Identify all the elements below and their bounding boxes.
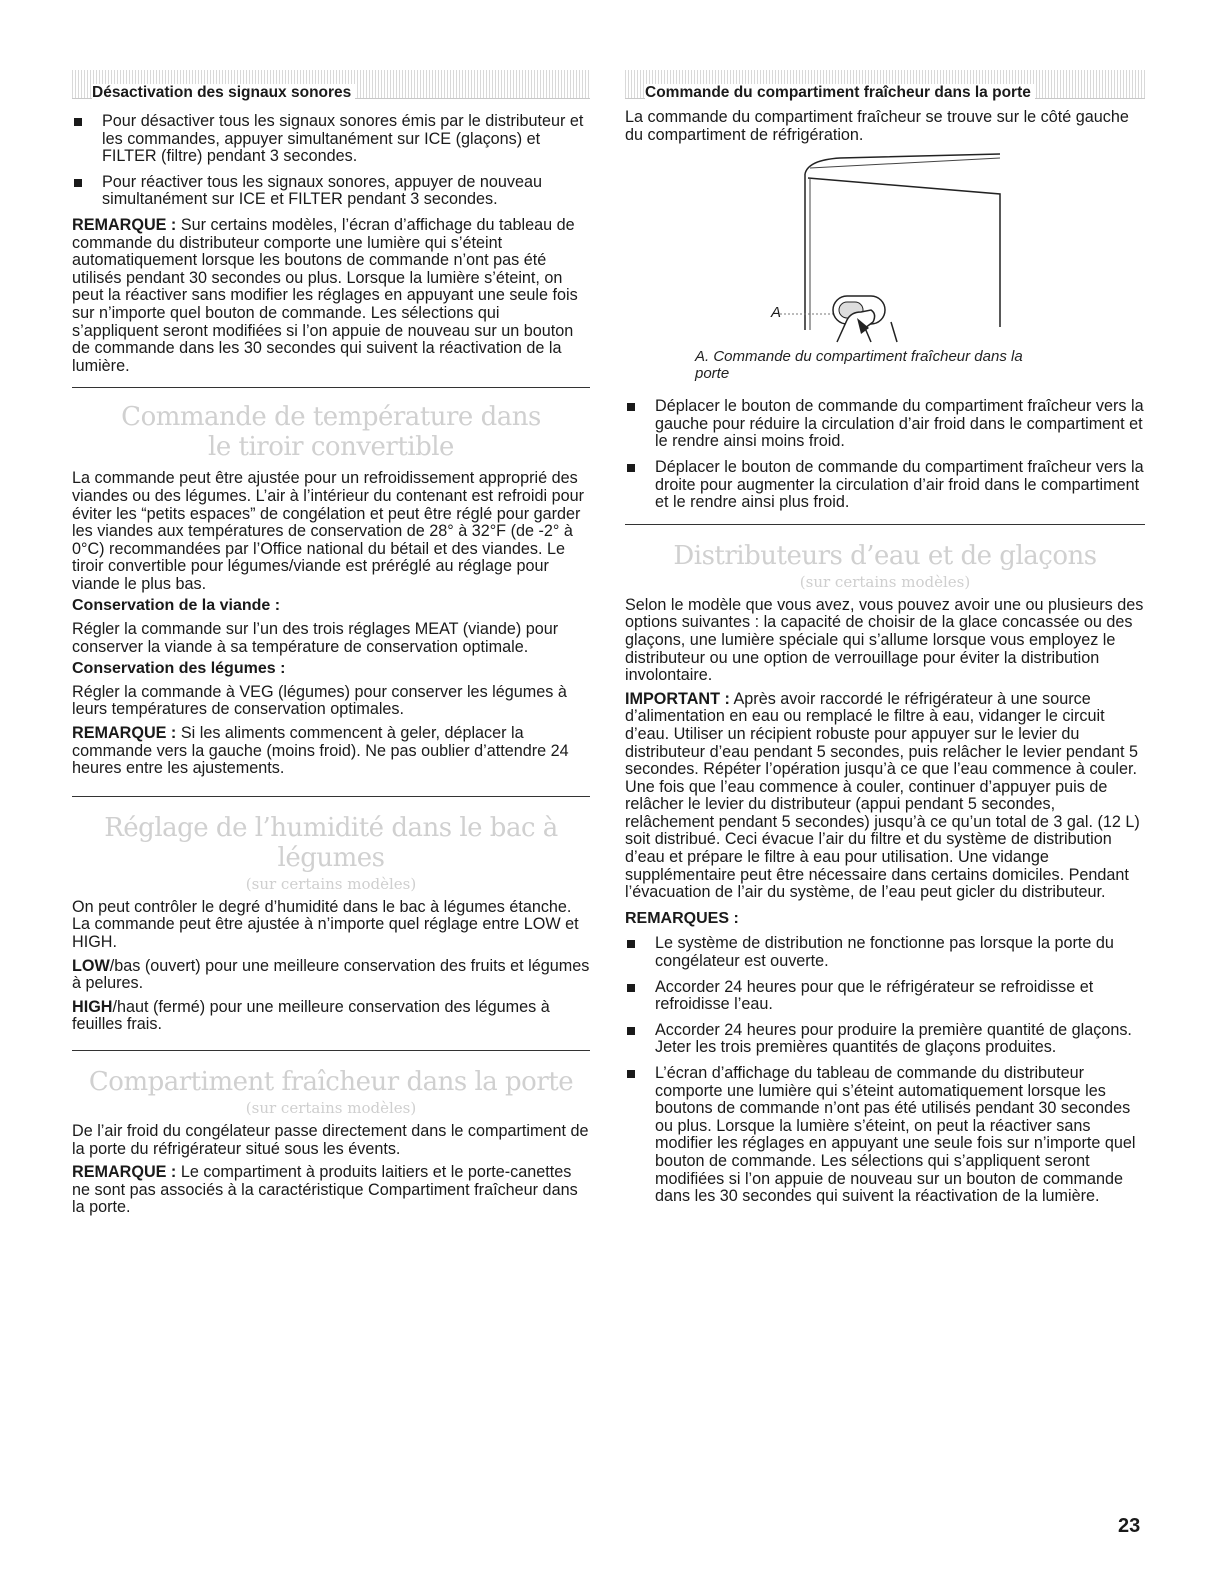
- divider: [72, 1050, 590, 1051]
- list-item: Pour réactiver tous les signaux sonores, appuyer de nouveau simultanément sur ICE et FILTER pendant 3 secondes.: [72, 174, 590, 209]
- figure-door-compartment: [625, 152, 1145, 382]
- subheading: Conservation de la viande :: [72, 597, 281, 615]
- paragraph: Régler la commande sur l’un des trois réglages MEAT (viande) pour conserver la viande à sa température de conservation optimale.: [72, 620, 559, 656]
- section-header-bar: [625, 70, 1145, 99]
- divider: [72, 796, 590, 797]
- bullet-list: [625, 398, 1145, 512]
- list-item: Déplacer le bouton de commande du compartiment fraîcheur vers la gauche pour réduire la circulation d’air froid dans le compartiment et le rendre ainsi moins froid.: [625, 398, 1145, 451]
- list-item: Le système de distribution ne fonctionne pas lorsque la porte du congélateur est ouverte.: [625, 935, 1145, 970]
- section-header-bar: [72, 70, 590, 99]
- section-subtitle: (sur certains modèles): [799, 572, 971, 591]
- bullet-square-icon: [627, 403, 635, 411]
- section-title: Compartiment fraîcheur dans la porte: [88, 1066, 574, 1097]
- list-item: Accorder 24 heures pour produire la première quantité de glaçons. Jeter les trois premières quantités de glaçons produites.: [625, 1022, 1145, 1057]
- paragraph: La commande du compartiment fraîcheur se trouve sur le côté gauche du compartiment de réfrigération.: [625, 108, 1129, 144]
- note-paragraph: REMARQUE : Sur certains modèles, l’écran d’affichage du tableau de commande du distributeur comporte une lumière qui s’éteint automatiquement lorsque les boutons de commande n’ont pas été utilisés pendant 30 secondes ou plus. Lorsque la lumière s’éteint, on peut la réactiver sans modifier les réglages en appuyant une seule fois sur n’importe quel bouton de commande. Les sélections qui s’appliquent seront modifiées si l’on appuie de nouveau sur un bouton de commande dans les 30 secondes qui suivent la réactivation de la lumière.: [72, 215, 578, 375]
- bullet-square-icon: [627, 940, 635, 948]
- bullet-square-icon: [74, 118, 82, 126]
- bullet-square-icon: [74, 179, 82, 187]
- bullet-list: [625, 935, 1145, 1205]
- divider: [625, 524, 1145, 525]
- section-header-title: Commande du compartiment fraîcheur dans la porte: [645, 84, 1035, 102]
- list-item: Déplacer le bouton de commande du compartiment fraîcheur vers la droite pour augmenter la circulation d’air froid dans le compartiment et le rendre ainsi plus froid.: [625, 459, 1145, 512]
- section-title: Commande de température dans le tiroir convertible: [121, 402, 541, 463]
- note-paragraph: REMARQUE : Si les aliments commencent à geler, déplacer la commande vers la gauche (moins froid). Ne pas oublier d’attendre 24 heures entre les ajustements.: [72, 724, 569, 778]
- list-item: Pour désactiver tous les signaux sonores émis par le distributeur et les commandes, appuyer simultanément sur ICE (glaçons) et FILTER (filtre) pendant 3 secondes.: [72, 113, 590, 166]
- list-item: L’écran d’affichage du tableau de commande du distributeur comporte une lumière qui s’éteint automatiquement lorsque les boutons de commande n’ont pas été utilisés pendant 30 secondes ou plus. Lorsque la lumière s’éteint, on peut la réactiver sans modifier les réglages en appuyant une seule fois sur n’importe quel bouton de commande. Les sélections qui s’appliquent seront modifiées si l’on appuie de nouveau sur un bouton de commande dans les 30 secondes qui suivent la réactivation de la lumière.: [625, 1065, 1145, 1206]
- bullet-square-icon: [627, 1027, 635, 1035]
- bullet-list: [72, 113, 590, 209]
- figure-label: A: [771, 304, 782, 322]
- paragraph: Régler la commande à VEG (légumes) pour conserver les légumes à leurs températures de conservation optimales.: [72, 682, 567, 719]
- paragraph: LOW/bas (ouvert) pour une meilleure conservation des fruits et légumes à pelures.: [72, 956, 590, 993]
- right-column: [625, 70, 1145, 1214]
- paragraph: On peut contrôler le degré d’humidité dans le bac à légumes étanche. La commande peut être ajustée à n’importe quel réglage entre LOW et HIGH.: [72, 897, 579, 951]
- subheading: Conservation des légumes :: [72, 660, 286, 678]
- paragraph: HIGH/haut (fermé) pour une meilleure conservation des légumes à feuilles frais.: [72, 997, 550, 1034]
- page-number: 23: [1118, 1515, 1141, 1537]
- divider: [72, 387, 590, 388]
- section-subtitle: (sur certains modèles): [245, 874, 417, 893]
- list-item: Accorder 24 heures pour que le réfrigérateur se refroidisse et refroidisse l’eau.: [625, 979, 1145, 1014]
- section-title: Distributeurs d’eau et de glaçons: [673, 540, 1097, 571]
- note-paragraph: REMARQUE : Le compartiment à produits laitiers et le porte-canettes ne sont pas associés à la caractéristique Compartiment fraîcheur dans la porte.: [72, 1163, 578, 1217]
- section-header-title: Désactivation des signaux sonores: [92, 84, 355, 102]
- important-paragraph: IMPORTANT : Après avoir raccordé le réfrigérateur à une source d’alimentation en eau ou remplacé le filtre à eau, vidanger le circuit d’eau. Utiliser un récipient robuste pour appuyer sur le levier du distributeur d’eau pendant 5 secondes, puis relâcher le levier pendant 5 secondes. Répéter l’opération jusqu’à ce que l’eau commence à couler. Une fois que l’eau commence à couler, continuer d’appuyer puis de relâcher le levier du distributeur (appui pendant 5 secondes, relâchement pendant 5 secondes) jusqu’à ce qu’un total de 3 gal. (12 L) soit distribué. Ceci évacue l’air du filtre et du système de distribution d’eau et prépare le filtre à eau pour utilisation. Une vidange supplémentaire peut être nécessaire dans certains domiciles. Pendant l’évacuation de l’air du système, de l’eau peut gicler du distributeur.: [625, 689, 1140, 902]
- subheading: REMARQUES :: [625, 909, 739, 927]
- paragraph: Selon le modèle que vous avez, vous pouvez avoir une ou plusieurs des options suivantes : la capacité de choisir de la glace concassée ou des glaçons, une lumière spéciale qui s’allume lorsque vous employez le distributeur ou une option de verrouillage pour éviter la distribution involontaire.: [625, 595, 1144, 685]
- figure-caption: A. Commande du compartiment fraîcheur dans la porte: [695, 348, 1023, 383]
- paragraph: La commande peut être ajustée pour un refroidissement approprié des viandes ou des légumes. L’air à l’intérieur du contenant est refroidi pour éviter les “petits espaces” de congélation et peut être réglé pour garder les viandes aux températures de conservation de 28° à 32°F (de -2° à 0°C) recommandées par l’Office national du bétail et des viandes. Le tiroir convertible pour légumes/viande est préréglé au réglage pour viande le plus bas.: [72, 469, 585, 593]
- section-subtitle: (sur certains modèles): [245, 1098, 417, 1117]
- bullet-square-icon: [627, 464, 635, 472]
- door-compartment-illustration: [625, 152, 1145, 352]
- bullet-square-icon: [627, 1070, 635, 1078]
- bullet-square-icon: [627, 984, 635, 992]
- section-title: Réglage de l’humidité dans le bac à légumes: [104, 812, 558, 873]
- left-column: [72, 70, 590, 1217]
- paragraph: De l’air froid du congélateur passe directement dans le compartiment de la porte du réfrigérateur situé sous les évents.: [72, 1121, 589, 1158]
